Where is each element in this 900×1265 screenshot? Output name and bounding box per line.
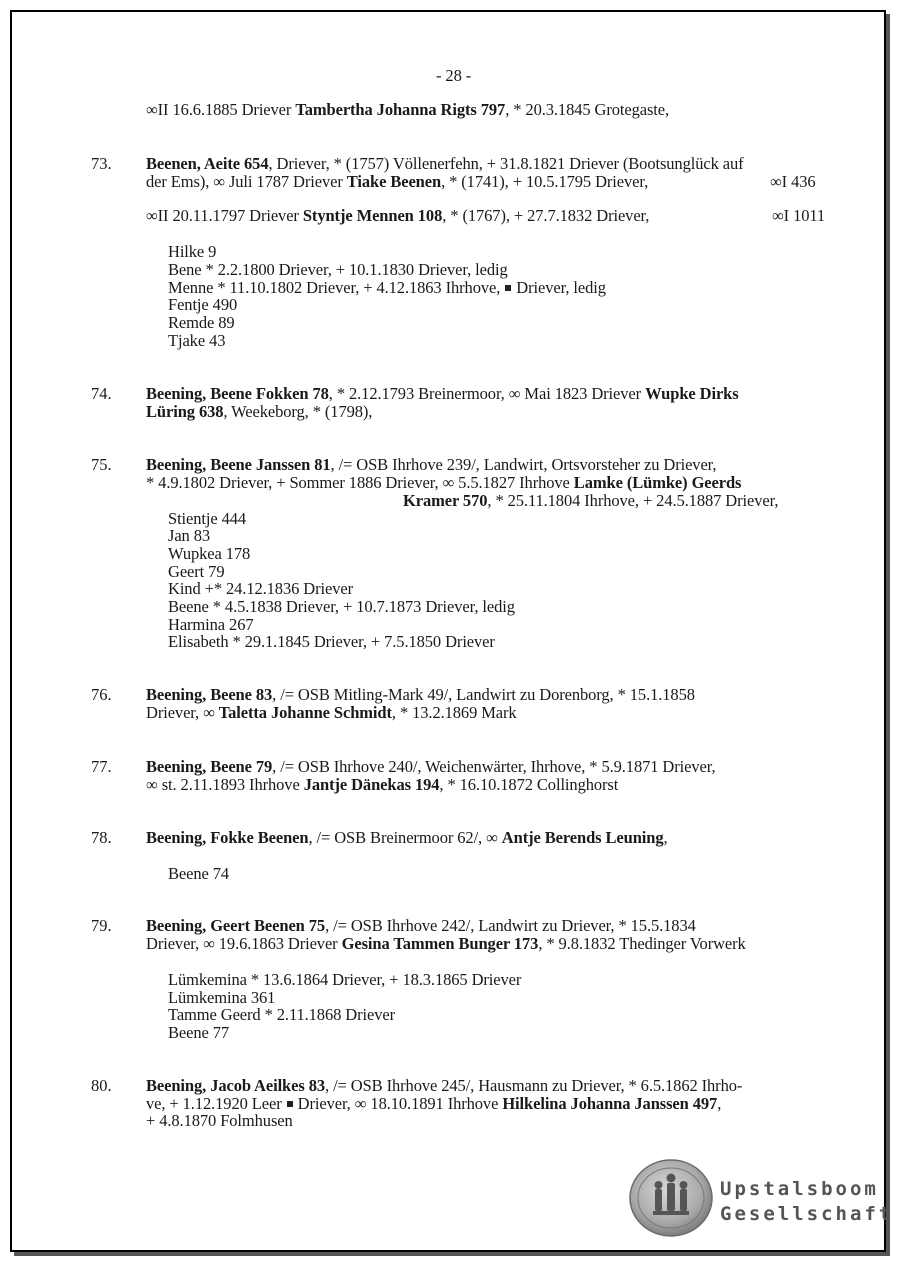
page-number: - 28 - [436,66,472,85]
entry-74-text: , Weekeborg, * (1798), [223,402,373,421]
child-text: Driever, ledig [512,278,606,297]
child-line: Geert 79 [168,562,225,581]
entry-73-text: , Driever, * (1757) Völlenerfehn, + 31.8.1821 Driever (Bootsunglück auf [268,154,744,173]
entry-76-line-2 [146,704,517,722]
entry-79-line-1 [146,917,696,935]
entry-73-line-3 [146,207,649,225]
entry-75-line-2 [146,474,741,492]
entry-number: 76. [91,685,112,704]
society-name [720,1178,893,1225]
society-name-line-1: Upstalsboom [720,1178,879,1200]
entry-78-text: , /= OSB Breinermoor 62/, ∞ [308,828,502,847]
society-name-line-2: Gesellschaft [720,1203,894,1225]
entry-73-text: der Ems), ∞ Juli 1787 Driever [146,172,347,191]
entry-73-name: Beenen, Aeite 654 [146,154,269,173]
entry-74-spouse: Wupke Dirks [645,384,739,403]
child-line: Harmina 267 [168,615,254,634]
entry-73-ref-2: ∞I 1011 [772,206,826,225]
entry-80-text: , /= OSB Ihrhove 245/, Hausmann zu Driever, * 6.5.1862 Ihrho- [325,1076,743,1095]
entry-79-name: Beening, Geert Beenen 75 [146,916,326,935]
entry-78-text: , [663,828,668,847]
entry-80-line-3: + 4.8.1870 Folmhusen [146,1111,293,1130]
entry-80-name: Beening, Jacob Aeilkes 83 [146,1076,326,1095]
entry-77-name: Beening, Beene 79 [146,757,273,776]
intro-marriage: ∞II 16.6.1885 Driever [146,100,296,119]
entry-77-line-2 [146,776,618,794]
entry-79-text: , * 9.8.1832 Thedinger Vorwerk [538,934,746,953]
child-line: Hilke 9 [168,242,217,261]
entry-73-text: , * (1741), + 10.5.1795 Driever, [441,172,649,191]
intro-marriage-line [146,101,669,119]
entry-75-text: * 4.9.1802 Driever, + Sommer 1886 Driever, ∞ 5.5.1827 Ihrhove [146,473,574,492]
entry-78-line-1 [146,829,668,847]
child-line: Fentje 490 [168,295,238,314]
child-line: Elisabeth * 29.1.1845 Driever, + 7.5.1850 Driever [168,632,495,651]
entry-77-line-1 [146,758,715,776]
entry-number: 79. [91,916,112,935]
entry-number: 74. [91,384,112,403]
entry-79-line-2 [146,935,746,953]
child-line: Lümkemina 361 [168,988,276,1007]
entry-74-name: Beening, Beene Fokken 78 [146,384,329,403]
entry-80-line-1 [146,1077,742,1095]
entry-76-spouse: Taletta Johanne Schmidt [218,703,392,722]
entry-76-name: Beening, Beene 83 [146,685,273,704]
entry-80-text: ve, + 1.12.1920 Leer [146,1094,286,1113]
child-line: Tamme Geerd * 2.11.1868 Driever [168,1005,395,1024]
entry-74-line-1 [146,385,739,403]
entry-80-text: , [717,1094,722,1113]
child-line: Remde 89 [168,313,235,332]
entry-76-line-1 [146,686,695,704]
entry-77-text: , * 16.10.1872 Collinghorst [439,775,619,794]
entry-73-text: ∞II 20.11.1797 Driever [146,206,303,225]
entry-76-text: , * 13.2.1869 Mark [391,703,517,722]
entry-73-line-1 [146,155,744,173]
entry-75-text: , /= OSB Ihrhove 239/, Landwirt, Ortsvorsteher zu Driever, [330,455,717,474]
entry-number: 75. [91,455,112,474]
child-line: Beene 74 [168,864,230,883]
entry-76-text: Driever, ∞ [146,703,219,722]
child-line: Bene * 2.2.1800 Driever, + 10.1.1830 Driever, ledig [168,260,508,279]
child-line: Lümkemina * 13.6.1864 Driever, + 18.3.1865 Driever [168,970,522,989]
entry-73-ref-1: ∞I 436 [770,172,816,191]
intro-spouse: Tambertha Johanna Rigts 797 [295,100,506,119]
page-frame [10,10,886,1252]
entry-73-line-2 [146,173,648,191]
entry-77-text: , /= OSB Ihrhove 240/, Weichenwärter, Ihrhove, * 5.9.1871 Driever, [272,757,716,776]
entry-74-text: , * 2.12.1793 Breinermoor, ∞ Mai 1823 Driever [328,384,646,403]
child-line: Beene 77 [168,1023,230,1042]
seal-logo-icon [629,1159,713,1237]
child-line: Stientje 444 [168,509,247,528]
entry-74-spouse: Lüring 638 [146,402,224,421]
entry-77-text: ∞ st. 2.11.1893 Ihrhove [146,775,304,794]
entry-80-spouse: Hilkelina Johanna Janssen 497 [502,1094,718,1113]
entry-73-spouse-1: Tiake Beenen [346,172,442,191]
entry-75-text: , * 25.11.1804 Ihrhove, + 24.5.1887 Driever, [487,491,779,510]
entry-80-text: Driever, ∞ 18.10.1891 Ihrhove [293,1094,503,1113]
entry-76-text: , /= OSB Mitling-Mark 49/, Landwirt zu Dorenborg, * 15.1.1858 [272,685,695,704]
child-line: Jan 83 [168,526,211,545]
child-text: Menne * 11.10.1802 Driever, + 4.12.1863 Ihrhove, [168,278,505,297]
entry-79-spouse: Gesina Tammen Bunger 173 [341,934,539,953]
entry-75-name: Beening, Beene Janssen 81 [146,455,331,474]
entry-75-line-1 [146,456,716,474]
entry-73-text: , * (1767), + 27.7.1832 Driever, [442,206,650,225]
entry-number: 80. [91,1076,112,1095]
child-line: Beene * 4.5.1838 Driever, + 10.7.1873 Driever, ledig [168,597,515,616]
entry-number: 77. [91,757,112,776]
burial-square-icon [505,285,511,291]
entry-78-name: Beening, Fokke Beenen [146,828,309,847]
child-line: Tjake 43 [168,331,226,350]
entry-73-spouse-2: Styntje Mennen 108 [302,206,443,225]
entry-number: 78. [91,828,112,847]
entry-75-spouse: Lamke (Lümke) Geerds [573,473,742,492]
entry-74-line-2 [146,403,372,421]
intro-rest: , * 20.3.1845 Grotegaste, [505,100,670,119]
entry-75-line-3 [403,492,778,510]
entry-79-text: Driever, ∞ 19.6.1863 Driever [146,934,342,953]
child-line: Wupkea 178 [168,544,251,563]
entry-75-spouse: Kramer 570 [403,491,488,510]
entry-77-spouse: Jantje Dänekas 194 [303,775,440,794]
entry-78-spouse: Antje Berends Leuning [501,828,664,847]
entry-number: 73. [91,154,112,173]
child-line: Kind +* 24.12.1836 Driever [168,579,353,598]
entry-79-text: , /= OSB Ihrhove 242/, Landwirt zu Driever, * 15.5.1834 [325,916,696,935]
burial-square-icon [287,1101,293,1107]
